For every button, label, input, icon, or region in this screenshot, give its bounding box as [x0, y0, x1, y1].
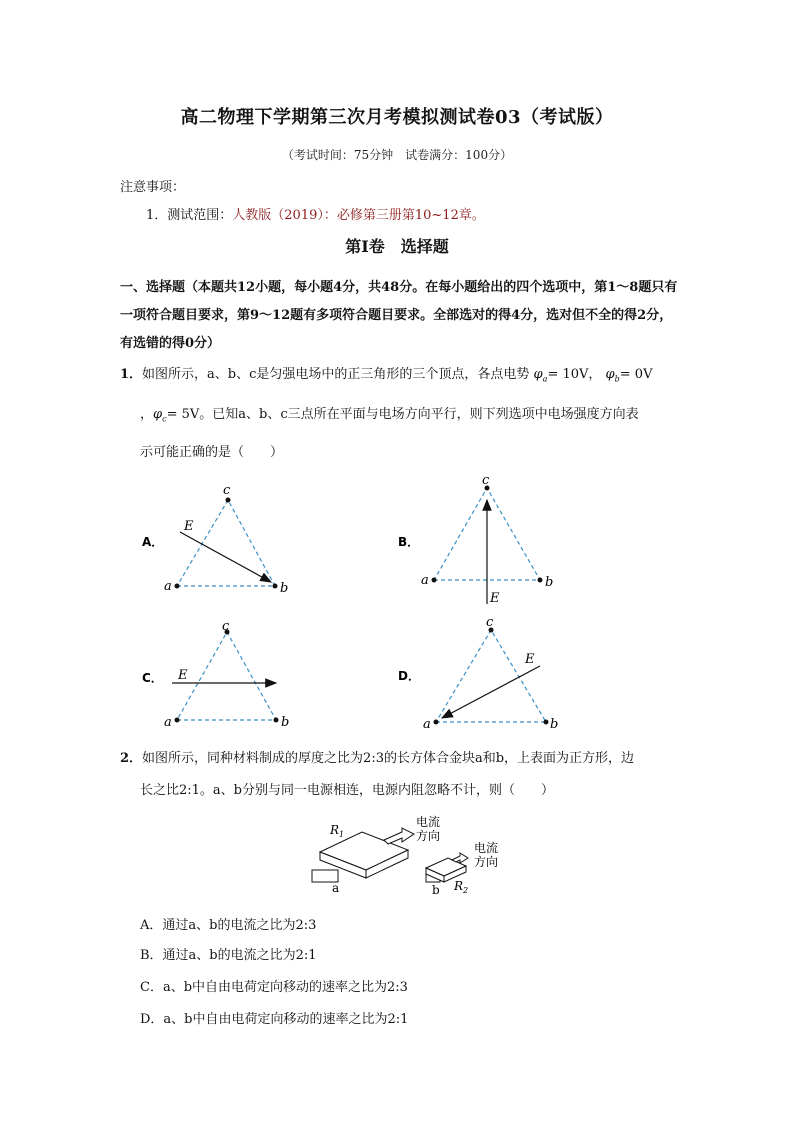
option-a-label: A．: [142, 535, 164, 549]
block-a: [312, 828, 414, 882]
page-title: 高二物理下学期第三次月考模拟测试卷03（考试版）: [180, 107, 614, 128]
scope-text: 人教版（2019）：必修第三册第10~12章。: [232, 208, 485, 223]
option-c-figure: [142, 619, 289, 730]
question-number: 2．: [120, 751, 143, 766]
vertex-a: a: [423, 717, 431, 732]
potential-b: $\varphi_b= 0V$: [605, 367, 653, 384]
field-label: E: [184, 519, 194, 534]
option-b-figure: [398, 473, 553, 606]
option-d-figure: [398, 615, 558, 732]
q2-option-a: A．通过a、b的电流之比为2:3: [140, 918, 317, 933]
question-1-line-2: ，$\varphi_c= 5V$。已知a、b、c三点所在平面与电场方向平行，则下列选项中电场强度方向表: [140, 407, 639, 424]
potential-c: $\varphi_c= 5V$: [153, 407, 200, 424]
option-d-label: D．: [398, 669, 420, 683]
notice-item-scope: [146, 204, 485, 223]
question-text: 如图所示，同种材料制成的厚度之比为2:3的长方体合金块a和b，上表面为正方形，边: [142, 751, 635, 766]
current-label-b-2: 方向: [474, 855, 499, 869]
current-label-b-1: 电流: [474, 841, 499, 855]
section-instructions: 一、选择题（本题共12小题，每小题4分，共48分。在每小题给出的四个选项中，第1～8题只有一项符合题目要求，第9～12题有多项符合题目要求。全部选对的得4分，选对但不全的得2分，有选错的得0分）: [120, 280, 678, 351]
current-label-2: 方向: [416, 829, 441, 843]
vertex-b: b: [280, 581, 289, 596]
field-label: E: [490, 591, 500, 606]
field-label: E: [178, 668, 188, 683]
current-label-1: 电流: [416, 815, 441, 829]
vertex-c: c: [223, 483, 231, 498]
question-number: 1．: [120, 367, 143, 382]
question-2-line-2: 长之比2:1。a、b分别与同一电源相连，电源内阻忽略不计，则（ ）: [140, 783, 554, 798]
vertex-b: b: [281, 715, 290, 730]
vertex-b: b: [550, 717, 559, 732]
question-2-figure: [300, 812, 520, 904]
exam-info: （考试时间：75分钟 试卷满分：100分）: [281, 148, 513, 162]
vertex-a: a: [164, 579, 172, 594]
vertex-a: a: [421, 573, 429, 588]
block-a-label: a: [332, 881, 340, 895]
q2-option-d: D．a、b中自由电荷定向移动的速率之比为2:1: [140, 1012, 409, 1027]
block-b: [426, 853, 468, 882]
vertex-b: b: [545, 575, 554, 590]
potential-a: $\varphi_a= 10V$: [533, 367, 589, 384]
r1-label: $R_1$: [330, 823, 345, 839]
q2-option-b: B．通过a、b的电流之比为2:1: [140, 948, 317, 963]
vertex-c: c: [486, 615, 494, 630]
option-c-label: C．: [142, 671, 163, 685]
vertex-c: c: [222, 619, 230, 634]
volume-title: 第Ⅰ卷 选择题: [345, 237, 449, 256]
q2-option-c: C．a、b中自由电荷定向移动的速率之比为2:3: [140, 980, 408, 995]
question-1-figures: [0, 470, 794, 740]
vertex-c: c: [482, 473, 490, 488]
notice-heading: 注意事项：: [120, 180, 186, 195]
block-b-label: b: [432, 883, 440, 897]
scope-prefix: 1．测试范围：: [146, 208, 233, 223]
r2-label: $R_2$: [454, 879, 469, 895]
question-1-line-1: 1．如图所示，a、b、c是匀强电场中的正三角形的三个顶点，各点电势 $\varphi_a= 10V$， $\varphi_b= 0V$: [120, 367, 653, 384]
question-1-line-3: 示可能正确的是（ ）: [140, 445, 284, 460]
option-b-label: B．: [398, 535, 420, 549]
field-label: E: [525, 652, 535, 667]
question-text: 如图所示，a、b、c是匀强电场中的正三角形的三个顶点，各点电势: [142, 367, 530, 382]
vertex-a: a: [164, 715, 172, 730]
option-a-figure: [142, 483, 288, 596]
